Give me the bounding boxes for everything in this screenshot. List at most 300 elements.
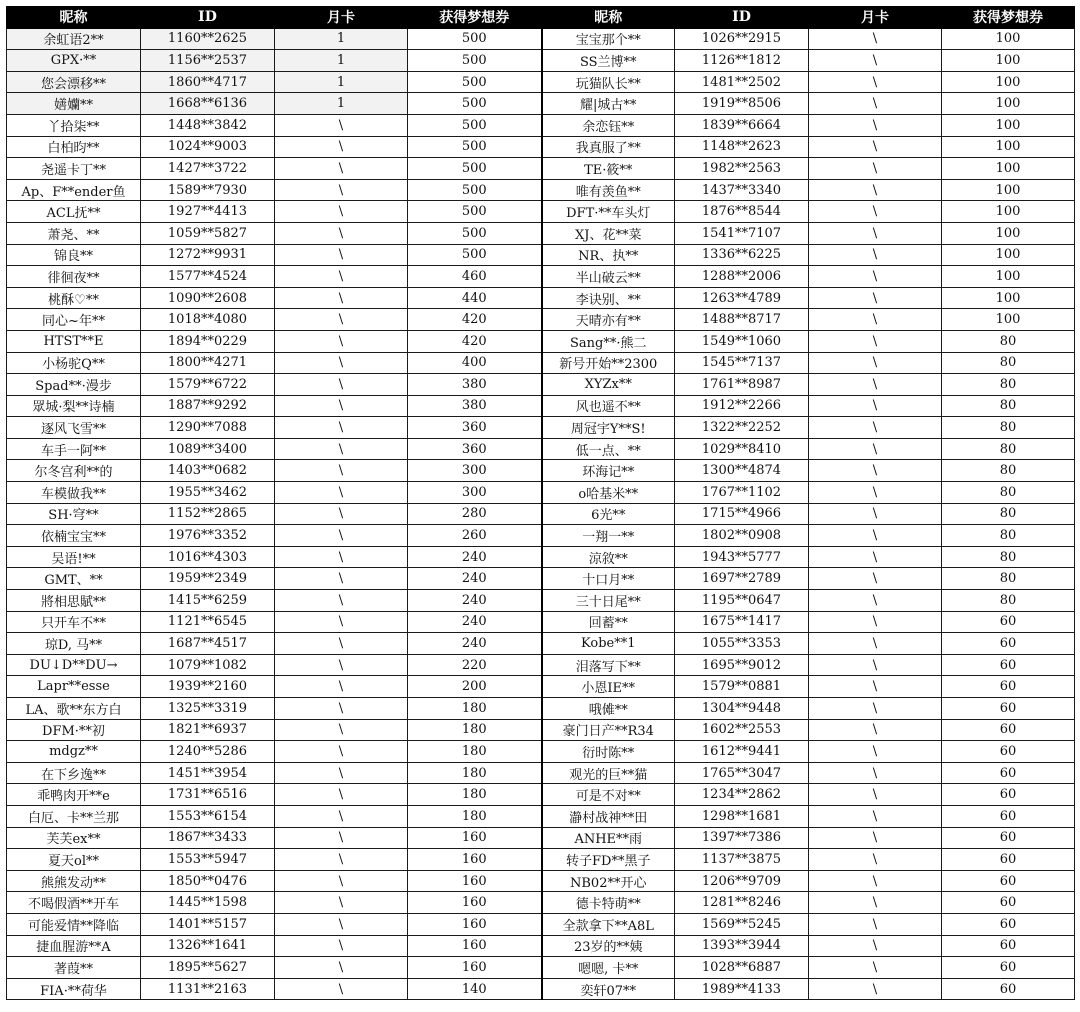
cell-monthly-card: \ [275,913,408,935]
cell-id: 1731**6516 [141,784,275,806]
cell-dream-tickets-2: 100 [942,71,1075,93]
table-row [7,870,1075,892]
table-row [7,762,1075,784]
cell-nickname-2: 新号开始**2300 [542,352,675,374]
cell-nickname-2: 全款拿下**A8L [542,913,675,935]
table-row [7,935,1075,957]
table-row [7,136,1075,158]
cell-dream-tickets-2: 80 [942,438,1075,460]
cell-dream-tickets-2: 60 [942,827,1075,849]
cell-id-2: 1943**5777 [675,546,809,568]
table-row [7,741,1075,763]
cell-monthly-card-2: \ [809,71,942,93]
cell-dream-tickets-2: 60 [942,913,1075,935]
cell-dream-tickets-2: 60 [942,654,1075,676]
cell-monthly-card: \ [275,633,408,655]
cell-dream-tickets-2: 60 [942,849,1075,871]
cell-id-2: 1802**0908 [675,525,809,547]
cell-monthly-card: \ [275,201,408,223]
cell-id-2: 1298**1681 [675,805,809,827]
cell-monthly-card-2: \ [809,50,942,72]
header-nickname-2: 昵称 [542,7,675,29]
cell-id-2: 1126**1812 [675,50,809,72]
cell-id-2: 1876**8544 [675,201,809,223]
cell-monthly-card: \ [275,698,408,720]
cell-nickname-2: 衍时陈** [542,741,675,763]
cell-nickname-2: 唯有羡鱼** [542,179,675,201]
cell-nickname: Spad**·漫步 [7,374,141,396]
cell-id-2: 1839**6664 [675,114,809,136]
cell-dream-tickets: 220 [408,654,542,676]
table-row [7,93,1075,115]
cell-id-2: 1288**2006 [675,266,809,288]
cell-dream-tickets-2: 80 [942,374,1075,396]
table-row [7,805,1075,827]
cell-id: 1939**2160 [141,676,275,698]
cell-id: 1927**4413 [141,201,275,223]
table-row [7,179,1075,201]
cell-id: 1018**4080 [141,309,275,331]
cell-dream-tickets-2: 80 [942,568,1075,590]
cell-dream-tickets: 500 [408,71,542,93]
cell-monthly-card: \ [275,978,408,1000]
cell-monthly-card: \ [275,525,408,547]
cell-id: 1325**3319 [141,698,275,720]
cell-dream-tickets-2: 100 [942,93,1075,115]
cell-dream-tickets: 180 [408,719,542,741]
cell-monthly-card: \ [275,935,408,957]
table-row [7,633,1075,655]
cell-dream-tickets-2: 60 [942,978,1075,1000]
cell-dream-tickets: 240 [408,633,542,655]
header-monthly-card: 月卡 [275,7,408,29]
cell-dream-tickets-2: 80 [942,525,1075,547]
cell-dream-tickets-2: 60 [942,719,1075,741]
table-row [7,50,1075,72]
cell-dream-tickets-2: 80 [942,503,1075,525]
cell-monthly-card: \ [275,503,408,525]
cell-monthly-card-2: \ [809,136,942,158]
table-row [7,957,1075,979]
cell-monthly-card-2: \ [809,438,942,460]
table-row [7,892,1075,914]
cell-dream-tickets: 160 [408,870,542,892]
cell-id-2: 1028**6887 [675,957,809,979]
cell-monthly-card: \ [275,330,408,352]
cell-id: 1024**9003 [141,136,275,158]
cell-monthly-card-2: \ [809,935,942,957]
table-row [7,827,1075,849]
cell-monthly-card-2: \ [809,482,942,504]
cell-id: 1240**5286 [141,741,275,763]
cell-monthly-card: \ [275,244,408,266]
cell-monthly-card: \ [275,395,408,417]
cell-monthly-card: \ [275,870,408,892]
cell-monthly-card-2: \ [809,244,942,266]
cell-id-2: 1697**2789 [675,568,809,590]
cell-monthly-card: \ [275,784,408,806]
cell-id: 1160**2625 [141,28,275,50]
table-row [7,525,1075,547]
cell-monthly-card: \ [275,568,408,590]
cell-dream-tickets: 500 [408,158,542,180]
cell-nickname-2: 宝宝那个** [542,28,675,50]
cell-nickname: 您会漂移** [7,71,141,93]
cell-monthly-card: \ [275,179,408,201]
cell-nickname-2: SS兰博** [542,50,675,72]
cell-monthly-card-2: \ [809,698,942,720]
table-row [7,114,1075,136]
table-row [7,784,1075,806]
cell-monthly-card: \ [275,805,408,827]
cell-monthly-card-2: \ [809,719,942,741]
cell-dream-tickets-2: 60 [942,611,1075,633]
cell-monthly-card-2: \ [809,590,942,612]
cell-monthly-card-2: \ [809,460,942,482]
cell-dream-tickets: 300 [408,482,542,504]
cell-id: 1156**2537 [141,50,275,72]
cell-dream-tickets-2: 60 [942,741,1075,763]
cell-dream-tickets-2: 80 [942,395,1075,417]
cell-dream-tickets-2: 100 [942,309,1075,331]
table-row [7,978,1075,1000]
cell-nickname-2: 低一点、** [542,438,675,460]
cell-id-2: 1397**7386 [675,827,809,849]
cell-id: 1451**3954 [141,762,275,784]
cell-nickname-2: 回蓄** [542,611,675,633]
cell-id-2: 1281**8246 [675,892,809,914]
cell-dream-tickets: 380 [408,395,542,417]
cell-monthly-card-2: \ [809,784,942,806]
cell-id-2: 1761**8987 [675,374,809,396]
reward-table [6,6,1075,1000]
cell-nickname-2: 哦傩** [542,698,675,720]
cell-nickname-2: XYZx** [542,374,675,396]
cell-nickname-2: 周冠宇Y**S! [542,417,675,439]
cell-dream-tickets-2: 100 [942,158,1075,180]
cell-monthly-card: \ [275,114,408,136]
cell-id: 1553**5947 [141,849,275,871]
cell-id-2: 1767**1102 [675,482,809,504]
cell-nickname: mdgz** [7,741,141,763]
cell-monthly-card-2: \ [809,913,942,935]
cell-monthly-card-2: \ [809,158,942,180]
cell-monthly-card: \ [275,611,408,633]
cell-id: 1401**5157 [141,913,275,935]
cell-nickname-2: ANHE**雨 [542,827,675,849]
cell-monthly-card-2: \ [809,892,942,914]
cell-dream-tickets-2: 60 [942,957,1075,979]
cell-nickname-2: Sang**·熊二 [542,330,675,352]
cell-dream-tickets: 440 [408,287,542,309]
cell-monthly-card: \ [275,546,408,568]
cell-dream-tickets: 160 [408,935,542,957]
cell-monthly-card: 1 [275,93,408,115]
cell-monthly-card: \ [275,654,408,676]
cell-monthly-card: \ [275,676,408,698]
cell-id-2: 1029**8410 [675,438,809,460]
cell-monthly-card: \ [275,309,408,331]
cell-id: 1415**6259 [141,590,275,612]
cell-monthly-card: \ [275,957,408,979]
cell-nickname-2: 23岁的**姨 [542,935,675,957]
cell-monthly-card: \ [275,266,408,288]
cell-id: 1445**1598 [141,892,275,914]
cell-nickname: 余虹语2** [7,28,141,50]
cell-id-2: 1148**2623 [675,136,809,158]
cell-dream-tickets: 360 [408,438,542,460]
cell-nickname-2: 可是不对** [542,784,675,806]
cell-nickname: 不喝假酒**开车 [7,892,141,914]
cell-id: 1059**5827 [141,222,275,244]
table-body [7,28,1075,1000]
cell-monthly-card: 1 [275,28,408,50]
table-row [7,698,1075,720]
cell-id: 1427**3722 [141,158,275,180]
cell-dream-tickets: 240 [408,546,542,568]
cell-nickname-2: 德卡特萌** [542,892,675,914]
cell-dream-tickets: 500 [408,93,542,115]
table-row [7,287,1075,309]
table-row [7,611,1075,633]
cell-id: 1403**0682 [141,460,275,482]
cell-monthly-card: \ [275,287,408,309]
cell-dream-tickets: 380 [408,374,542,396]
table-row [7,417,1075,439]
cell-nickname: 乖鸭肉开**e [7,784,141,806]
cell-id: 1272**9931 [141,244,275,266]
cell-monthly-card: \ [275,158,408,180]
cell-nickname: 徘徊夜** [7,266,141,288]
cell-dream-tickets-2: 100 [942,179,1075,201]
cell-dream-tickets: 280 [408,503,542,525]
cell-monthly-card-2: \ [809,762,942,784]
cell-nickname-2: 十口月** [542,568,675,590]
cell-monthly-card: \ [275,374,408,396]
cell-nickname-2: 玩猫队长** [542,71,675,93]
cell-nickname-2: 一翔一** [542,525,675,547]
cell-id-2: 1541**7107 [675,222,809,244]
cell-monthly-card-2: \ [809,957,942,979]
cell-id-2: 1675**1417 [675,611,809,633]
cell-monthly-card-2: \ [809,741,942,763]
cell-dream-tickets-2: 100 [942,136,1075,158]
cell-id-2: 1549**1060 [675,330,809,352]
cell-monthly-card-2: \ [809,676,942,698]
cell-dream-tickets-2: 60 [942,633,1075,655]
cell-nickname: 夏天ol** [7,849,141,871]
cell-monthly-card: \ [275,417,408,439]
cell-id: 1687**4517 [141,633,275,655]
cell-nickname-2: 豪门日产**R34 [542,719,675,741]
cell-dream-tickets: 180 [408,784,542,806]
cell-monthly-card-2: \ [809,417,942,439]
cell-id: 1887**9292 [141,395,275,417]
cell-monthly-card: \ [275,827,408,849]
header-dream-tickets-2: 获得梦想券 [942,7,1075,29]
cell-id-2: 1437**3340 [675,179,809,201]
cell-id: 1553**6154 [141,805,275,827]
table-row [7,568,1075,590]
cell-dream-tickets: 420 [408,309,542,331]
cell-nickname: 嫸孏** [7,93,141,115]
cell-id: 1867**3433 [141,827,275,849]
cell-monthly-card-2: \ [809,222,942,244]
cell-monthly-card-2: \ [809,654,942,676]
cell-monthly-card-2: \ [809,503,942,525]
cell-nickname: 吴语!** [7,546,141,568]
cell-monthly-card-2: \ [809,28,942,50]
cell-monthly-card-2: \ [809,611,942,633]
cell-id-2: 1579**0881 [675,676,809,698]
cell-nickname-2: 环海记** [542,460,675,482]
cell-nickname: ACL抚** [7,201,141,223]
cell-monthly-card-2: \ [809,805,942,827]
cell-nickname: 同心~年** [7,309,141,331]
cell-id-2: 1569**5245 [675,913,809,935]
cell-id-2: 1263**4789 [675,287,809,309]
cell-nickname-2: 泪落写下** [542,654,675,676]
cell-monthly-card-2: \ [809,309,942,331]
table-row [7,676,1075,698]
cell-nickname: 桃酥♡** [7,287,141,309]
cell-dream-tickets: 240 [408,590,542,612]
cell-nickname-2: 天晴亦有** [542,309,675,331]
cell-id-2: 1989**4133 [675,978,809,1000]
table-row [7,438,1075,460]
cell-nickname-2: 6光** [542,503,675,525]
cell-id: 1579**6722 [141,374,275,396]
cell-monthly-card-2: \ [809,633,942,655]
cell-nickname: 尧遥卡丁** [7,158,141,180]
cell-id: 1090**2608 [141,287,275,309]
cell-nickname: LA、歌**东方白 [7,698,141,720]
table-row [7,222,1075,244]
cell-dream-tickets-2: 100 [942,50,1075,72]
table-row [7,244,1075,266]
cell-id: 1290**7088 [141,417,275,439]
cell-dream-tickets-2: 100 [942,266,1075,288]
cell-dream-tickets-2: 100 [942,244,1075,266]
cell-id-2: 1300**4874 [675,460,809,482]
cell-nickname: DFM·**初 [7,719,141,741]
cell-nickname-2: 耀|城古** [542,93,675,115]
cell-nickname-2: 瀞村战神**田 [542,805,675,827]
cell-monthly-card-2: \ [809,114,942,136]
cell-monthly-card: \ [275,741,408,763]
cell-nickname: DU↓D**DU→ [7,654,141,676]
cell-id-2: 1304**9448 [675,698,809,720]
cell-nickname: GPX·** [7,50,141,72]
table-row [7,158,1075,180]
cell-id-2: 1488**8717 [675,309,809,331]
cell-monthly-card: \ [275,438,408,460]
cell-nickname: 逐风飞雪** [7,417,141,439]
cell-monthly-card: \ [275,849,408,871]
cell-dream-tickets: 160 [408,892,542,914]
cell-id-2: 1481**2502 [675,71,809,93]
cell-monthly-card: \ [275,482,408,504]
cell-id: 1589**7930 [141,179,275,201]
cell-id: 1955**3462 [141,482,275,504]
cell-nickname-2: 李诀别、** [542,287,675,309]
cell-nickname: 依楠宝宝** [7,525,141,547]
cell-id: 1121**6545 [141,611,275,633]
cell-dream-tickets: 160 [408,913,542,935]
cell-id: 1860**4717 [141,71,275,93]
table-row [7,503,1075,525]
cell-dream-tickets: 240 [408,568,542,590]
cell-monthly-card-2: \ [809,870,942,892]
cell-nickname-2: 奕轩07** [542,978,675,1000]
cell-nickname: 白柏昀** [7,136,141,158]
cell-nickname-2: 观光的巨**猫 [542,762,675,784]
cell-monthly-card-2: \ [809,374,942,396]
cell-monthly-card: \ [275,892,408,914]
cell-id: 1894**0229 [141,330,275,352]
cell-dream-tickets: 500 [408,201,542,223]
cell-dream-tickets-2: 100 [942,287,1075,309]
cell-nickname-2: TE·筱** [542,158,675,180]
header-nickname: 昵称 [7,7,141,29]
cell-id-2: 1982**2563 [675,158,809,180]
cell-dream-tickets: 500 [408,179,542,201]
cell-dream-tickets: 500 [408,50,542,72]
cell-dream-tickets: 500 [408,136,542,158]
cell-nickname: 琼D, 马** [7,633,141,655]
cell-id-2: 1545**7137 [675,352,809,374]
cell-nickname: 车手一阿** [7,438,141,460]
cell-monthly-card: \ [275,762,408,784]
header-monthly-card-2: 月卡 [809,7,942,29]
table-row [7,330,1075,352]
cell-id: 1800**4271 [141,352,275,374]
cell-dream-tickets-2: 80 [942,330,1075,352]
cell-id-2: 1602**2553 [675,719,809,741]
cell-id: 1850**0476 [141,870,275,892]
cell-nickname: Ap、F**ender鱼 [7,179,141,201]
cell-dream-tickets-2: 80 [942,352,1075,374]
cell-dream-tickets-2: 80 [942,417,1075,439]
cell-dream-tickets: 460 [408,266,542,288]
cell-nickname: 熊熊发动** [7,870,141,892]
cell-nickname: Lapr**esse [7,676,141,698]
cell-id: 1577**4524 [141,266,275,288]
cell-monthly-card: \ [275,460,408,482]
cell-monthly-card: \ [275,352,408,374]
cell-nickname: 小杨驼Q** [7,352,141,374]
table-row [7,460,1075,482]
table-row [7,913,1075,935]
table-row [7,719,1075,741]
cell-dream-tickets: 500 [408,244,542,266]
table-row [7,849,1075,871]
cell-monthly-card-2: \ [809,93,942,115]
cell-monthly-card: \ [275,590,408,612]
table-row [7,201,1075,223]
cell-nickname: 车模做我** [7,482,141,504]
table-row [7,309,1075,331]
cell-dream-tickets-2: 80 [942,590,1075,612]
cell-dream-tickets: 180 [408,741,542,763]
cell-nickname: FIA·**荷华 [7,978,141,1000]
table-row [7,546,1075,568]
table-row [7,374,1075,396]
cell-id-2: 1195**0647 [675,590,809,612]
cell-dream-tickets-2: 60 [942,935,1075,957]
cell-id: 1152**2865 [141,503,275,525]
cell-dream-tickets-2: 60 [942,676,1075,698]
